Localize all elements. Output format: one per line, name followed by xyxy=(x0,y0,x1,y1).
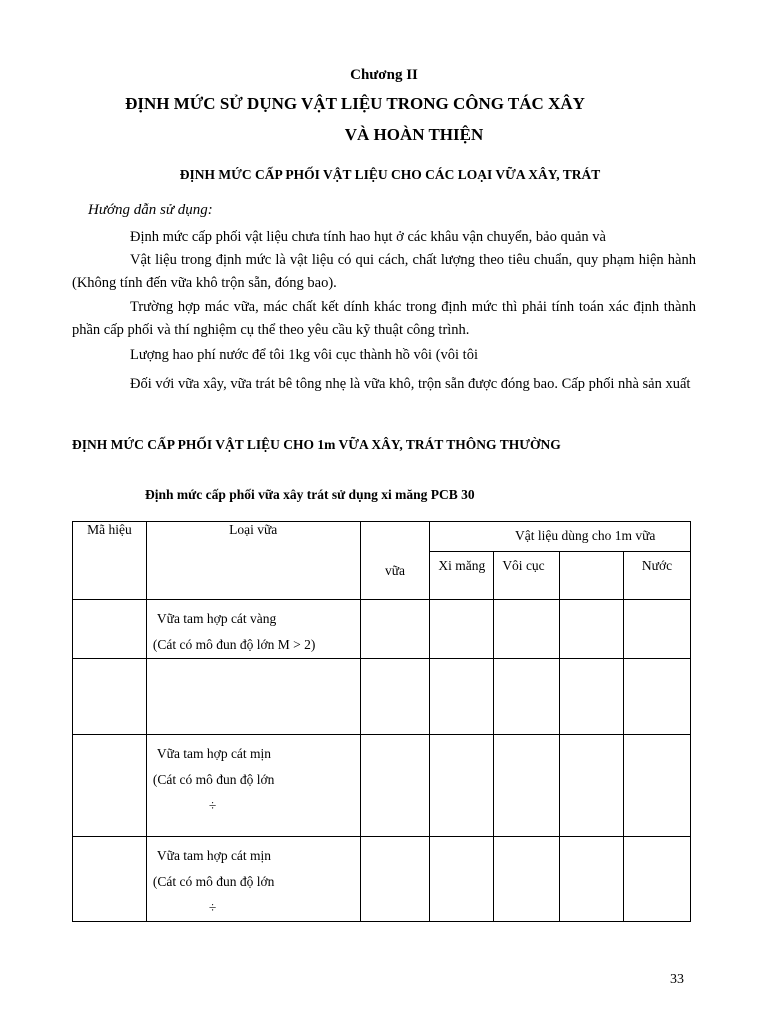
cell-nuoc xyxy=(624,659,691,735)
header-blank xyxy=(560,552,624,600)
cell-ma-hieu xyxy=(73,600,147,659)
guide-paragraph-2-text: Vật liệu trong định mức là vật liệu có qui cách, chất lượng theo tiêu chuẩn, quy phạm hiện hành (Không tính đến vữa khô trộn sẵn, đóng bao). xyxy=(72,252,696,291)
header-ma-hieu: Mã hiệu xyxy=(73,522,147,600)
row-1-line1: Vữa tam hợp cát vàng xyxy=(156,611,277,626)
row-4-line3: ÷ xyxy=(208,900,217,915)
row-3-line2: (Cát có mô đun độ lớn xyxy=(152,772,275,787)
cell-loai-vua xyxy=(146,659,360,735)
guide-paragraph-4 xyxy=(72,344,696,367)
header-loai-vua: Loại vữa xyxy=(146,522,360,600)
chapter-title-line1: ĐỊNH MỨC SỬ DỤNG VẬT LIỆU TRONG CÔNG TÁC XÂY xyxy=(125,94,585,113)
page-number: 33 xyxy=(670,972,684,987)
cell-nuoc xyxy=(624,735,691,837)
guide-paragraph-4-text: Lượng hao phí nước để tôi 1kg vôi cục thành hồ vôi (vôi tôi xyxy=(130,347,478,363)
cell-vua xyxy=(360,735,430,837)
table-row xyxy=(73,600,691,659)
table-header-row-1 xyxy=(73,522,691,552)
usage-guide-label: Hướng dẫn sử dụng: xyxy=(88,202,213,218)
row-4-line1: Vữa tam hợp cát mịn xyxy=(156,848,272,863)
cell-loai-vua xyxy=(146,600,360,659)
section-subheading: ĐỊNH MỨC CẤP PHỐI VẬT LIỆU CHO CÁC LOẠI VỮA XÂY, TRÁT xyxy=(179,167,601,182)
cell-vua xyxy=(360,600,430,659)
header-xi-mang: Xi măng xyxy=(430,552,494,600)
cell-loai-vua xyxy=(146,735,360,837)
cell-ma-hieu xyxy=(73,659,147,735)
mortar-mix-table xyxy=(72,521,691,922)
cell-nuoc xyxy=(624,837,691,922)
cell-ma-hieu xyxy=(73,735,147,837)
cell-vua xyxy=(360,659,430,735)
table-row xyxy=(73,659,691,735)
cell-blank xyxy=(560,735,624,837)
table-section-heading: ĐỊNH MỨC CẤP PHỐI VẬT LIỆU CHO 1m VỮA XÂY, TRÁT THÔNG THƯỜNG xyxy=(72,437,561,452)
header-material-group: Vật liệu dùng cho 1m vữa xyxy=(430,522,691,552)
row-3-line1: Vữa tam hợp cát mịn xyxy=(156,746,272,761)
cell-xi-mang xyxy=(430,600,494,659)
row-3-line3: ÷ xyxy=(208,798,217,813)
header-vua: vữa xyxy=(360,522,430,600)
cell-blank xyxy=(560,659,624,735)
guide-paragraph-5 xyxy=(72,373,696,396)
cell-xi-mang xyxy=(430,735,494,837)
table-row xyxy=(73,735,691,837)
cell-voi-cuc xyxy=(494,600,560,659)
chapter-label: Chương II xyxy=(350,67,418,83)
table-caption: Định mức cấp phối vữa xây trát sử dụng xi măng PCB 30 xyxy=(145,487,475,502)
cell-nuoc xyxy=(624,600,691,659)
guide-paragraph-3 xyxy=(72,296,696,342)
guide-paragraph-3-text: Trường hợp mác vữa, mác chất kết dính khác trong định mức thì phải tính toán xác định thành phần cấp phối và thí nghiệm cụ thể theo yêu cầu kỹ thuật công trình. xyxy=(72,299,696,338)
cell-blank xyxy=(560,837,624,922)
row-1-line2: (Cát có mô đun độ lớn M > 2) xyxy=(152,637,316,652)
cell-blank xyxy=(560,600,624,659)
table-row xyxy=(73,837,691,922)
cell-xi-mang xyxy=(430,659,494,735)
cell-voi-cuc xyxy=(494,659,560,735)
guide-paragraph-1-text: Định mức cấp phối vật liệu chưa tính hao hụt ở các khâu vận chuyển, bảo quản và xyxy=(130,229,606,245)
guide-paragraph-2 xyxy=(72,249,696,295)
cell-loai-vua xyxy=(146,837,360,922)
cell-xi-mang xyxy=(430,837,494,922)
cell-voi-cuc xyxy=(494,735,560,837)
row-4-line2: (Cát có mô đun độ lớn xyxy=(152,874,275,889)
guide-paragraph-5-text: Đối với vữa xây, vữa trát bê tông nhẹ là vữa khô, trộn sẵn được đóng bao. Cấp phối nhà sản xuất xyxy=(130,376,691,392)
cell-vua xyxy=(360,837,430,922)
chapter-title-line2: VÀ HOÀN THIỆN xyxy=(344,125,484,144)
cell-voi-cuc xyxy=(494,837,560,922)
header-voi-cuc: Vôi cục xyxy=(494,552,560,600)
guide-paragraph-1 xyxy=(72,226,696,249)
cell-ma-hieu xyxy=(73,837,147,922)
header-nuoc: Nước xyxy=(624,552,691,600)
